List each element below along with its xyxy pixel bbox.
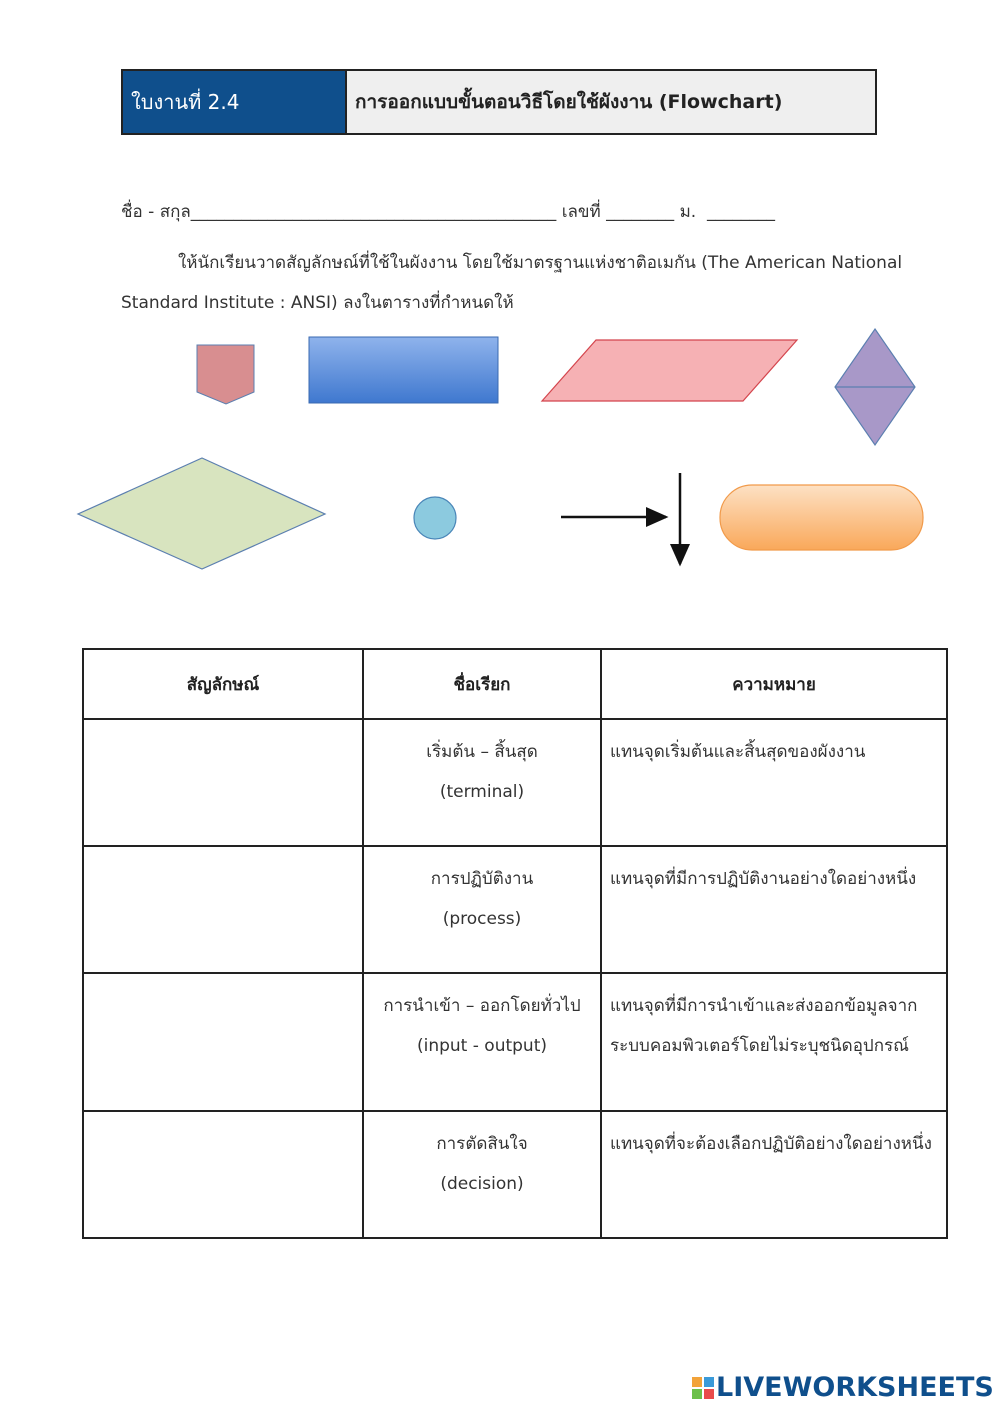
symbol-name-th: การตัดสินใจ [436, 1134, 528, 1154]
symbol-name-th: การนำเข้า – ออกโดยทั่วไป [383, 996, 581, 1016]
symbol-drop-cell[interactable] [83, 846, 363, 973]
symbol-name-en: (process) [442, 909, 522, 929]
symbol-name-en: (terminal) [439, 782, 525, 802]
symbol-meaning-cell [601, 719, 947, 846]
name-field[interactable]: ___________________________________________ [190, 202, 557, 222]
flow-arrows-icon[interactable] [561, 473, 680, 564]
symbol-name-cell [363, 719, 601, 846]
meaning-text: แทนจุดที่มีการนำเข้าและส่งออกข้อมูลจาก [610, 996, 918, 1016]
symbol-table [82, 648, 948, 1239]
symbol-meaning-cell [601, 973, 947, 1111]
class-field[interactable]: ________ [707, 202, 775, 222]
terminal-rounded-icon[interactable] [720, 485, 923, 550]
liveworksheets-logo-icon [692, 1377, 714, 1399]
connector-circle-icon[interactable] [414, 497, 456, 539]
form-line [121, 198, 775, 225]
header-meaning: ความหมาย [601, 649, 947, 719]
symbol-name-cell [363, 1111, 601, 1238]
symbol-drop-cell[interactable] [83, 719, 363, 846]
meaning-text: แทนจุดที่จะต้องเลือกปฏิบัติอย่างใดอย่างหนึ่ง [610, 1134, 932, 1154]
number-label: เลขที่ [561, 202, 601, 222]
preparation-diamond-icon[interactable] [835, 329, 915, 445]
symbol-name-cell [363, 846, 601, 973]
table-row [83, 973, 947, 1111]
number-field[interactable]: ________ [606, 202, 675, 222]
header-symbol: สัญลักษณ์ [83, 649, 363, 719]
symbol-name-th: เริ่มต้น – สิ้นสุด [426, 742, 538, 762]
process-rectangle-icon[interactable] [309, 337, 498, 403]
brand-footer [692, 1372, 994, 1403]
symbol-meaning-cell [601, 846, 947, 973]
symbol-name-en: (input - output) [416, 1036, 547, 1056]
flowchart-symbols-palette [0, 320, 1000, 580]
instruction-line-2: Standard Institute : ANSI) ลงในตารางที่กำหนดให้ [121, 293, 514, 313]
instruction-line-1: ให้นักเรียนวาดสัญลักษณ์ที่ใช้ในผังงาน โดยใช้มาตรฐานแห่งชาติอเมกัน (The American National [178, 253, 903, 273]
symbol-meaning-cell [601, 1111, 947, 1238]
brand-name: LIVEWORKSHEETS [716, 1372, 994, 1403]
meaning-text: แทนจุดเริ่มต้นและสิ้นสุดของผังงาน [610, 742, 866, 762]
meaning-text: แทนจุดที่มีการปฏิบัติงานอย่างใดอย่างหนึ่ง [610, 869, 917, 889]
decision-diamond-icon[interactable] [78, 458, 325, 569]
symbol-name-cell [363, 973, 601, 1111]
worksheet-header [121, 69, 877, 135]
class-label: ม. [679, 202, 697, 222]
worksheet-title: การออกแบบขั้นตอนวิธีโดยใช้ผังงาน (Flowchart) [347, 71, 875, 133]
worksheet-number: ใบงานที่ 2.4 [123, 71, 347, 133]
symbol-drop-cell[interactable] [83, 973, 363, 1111]
table-header-row [83, 649, 947, 719]
offpage-connector-icon[interactable] [197, 345, 254, 404]
header-name: ชื่อเรียก [363, 649, 601, 719]
meaning-text: ระบบคอมพิวเตอร์โดยไม่ระบุชนิดอุปกรณ์ [610, 1036, 909, 1056]
name-label: ชื่อ - สกุล [121, 202, 191, 222]
symbol-name-en: (decision) [440, 1174, 524, 1194]
table-row [83, 719, 947, 846]
symbol-name-th: การปฏิบัติงาน [430, 869, 534, 889]
input-output-parallelogram-icon[interactable] [542, 340, 797, 401]
table-row [83, 1111, 947, 1238]
table-row [83, 846, 947, 973]
symbol-drop-cell[interactable] [83, 1111, 363, 1238]
